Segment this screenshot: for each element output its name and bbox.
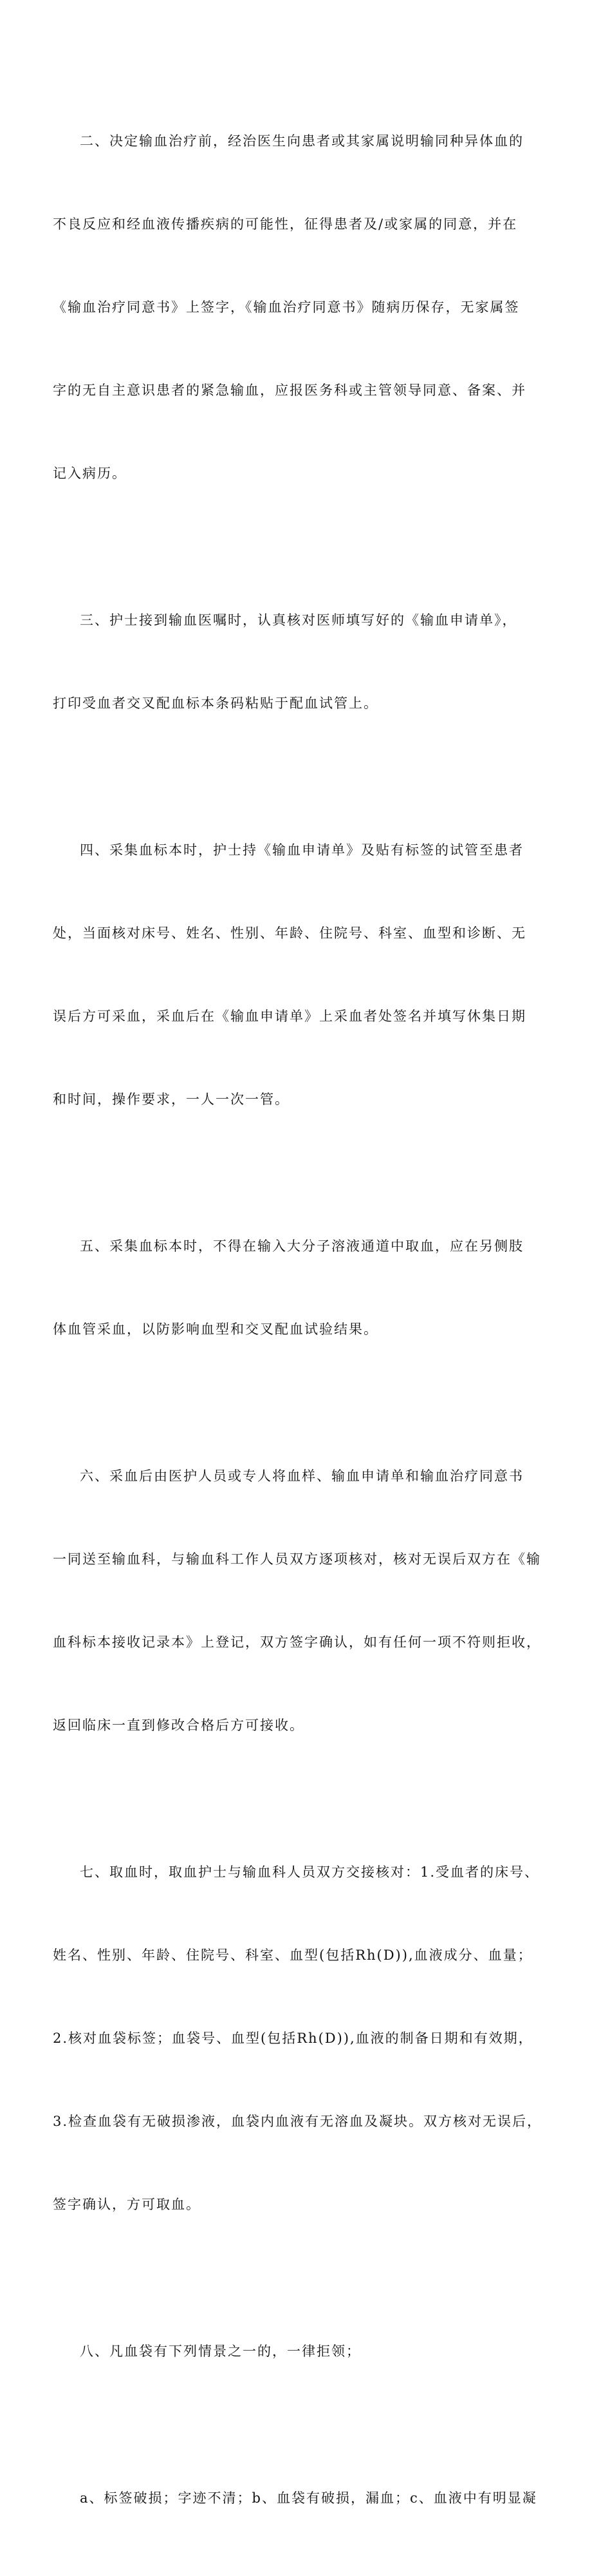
text-line: 四、采集血标本时，护士持《输血申请单》及贴有标签的试管至患者 [80, 842, 524, 858]
text-line: 二、决定输血治疗前，经治医生向患者或其家属说明输同种异体血的 [80, 133, 524, 149]
text-line: 七、取血时，取血护士与输血科人员双方交接核对：1.受血者的床号、 [80, 1864, 540, 1880]
paragraph-2-consent [53, 72, 539, 543]
paragraph-3-nurse-order [53, 551, 539, 773]
text-line: 签字确认，方可取血。 [53, 2197, 201, 2212]
text-line: 和时间，操作要求，一人一次一管。 [53, 1092, 290, 1107]
text-line: 姓名、性别、年龄、住院号、科室、血型(包括Rh(D)),血液成分、血量； [53, 1947, 533, 1963]
text-line: 一同送至输血科，与输血科工作人员双方逐项核对，核对无误后双方在《输 [53, 1551, 541, 1567]
paragraph-6-sample-delivery [53, 1407, 539, 1795]
text-line: 八、凡血袋有下列情景之一的，一律拒领； [80, 2344, 361, 2359]
text-line: 处，当面核对床号、姓名、性别、年龄、住院号、科室、血型和诊断、无 [53, 925, 526, 941]
text-line: 记入病历。 [53, 466, 127, 481]
paragraph-4-sample-collection [53, 781, 539, 1169]
text-line: 3.检查血袋有无破损渗液，血袋内血液有无溶血及凝块。双方核对无误后， [53, 2114, 542, 2129]
document-body [53, 72, 542, 2576]
text-line: 打印受血者交叉配血标本条码粘贴于配血试管上。 [53, 696, 378, 711]
text-line: 字的无自主意识患者的紧急输血，应报医务科或主管领导同意、备案、并 [53, 383, 526, 398]
text-line: 五、采集血标本时，不得在输入大分子溶液通道中取血，应在另侧肢 [80, 1238, 524, 1254]
text-line: 体血管采血，以防影响血型和交叉配血试验结果。 [53, 1321, 378, 1337]
text-line: 《输血治疗同意书》上签字，《输血治疗同意书》随病历保存，无家属签 [53, 299, 520, 315]
text-line: 血科标本接收记录本》上登记，双方签字确认，如有任何一项不符则拒收， [53, 1634, 541, 1650]
text-line: 六、采血后由医护人员或专人将血样、输血申请单和输血治疗同意书 [80, 1468, 524, 1484]
text-line: 不良反应和经血液传播疾病的可能性，征得患者及/或家属的同意，并在 [53, 216, 518, 232]
text-line: 2.核对血袋标签；血袋号、血型(包括Rh(D)),血液的制备日期和有效期， [53, 2031, 533, 2046]
paragraph-7-blood-pickup [53, 1803, 542, 2274]
paragraph-8-rejection [53, 2282, 539, 2421]
text-line: 误后方可采血，采血后在《输血申请单》上采血者处签名并填写休集日期 [53, 1009, 526, 1024]
paragraph-rejection-items [53, 2429, 539, 2568]
text-line: 三、护士接到输血医嘱时，认真核对医师填写好的《输血申请单》， [80, 612, 517, 628]
paragraph-5-sample-site [53, 1177, 539, 1399]
text-line: a、标签破损；字迹不清；b、血袋有破损，漏血；c、血液中有明显凝 [80, 2490, 537, 2506]
text-line: 返回临床一直到修改合格后方可接收。 [53, 1718, 304, 1733]
